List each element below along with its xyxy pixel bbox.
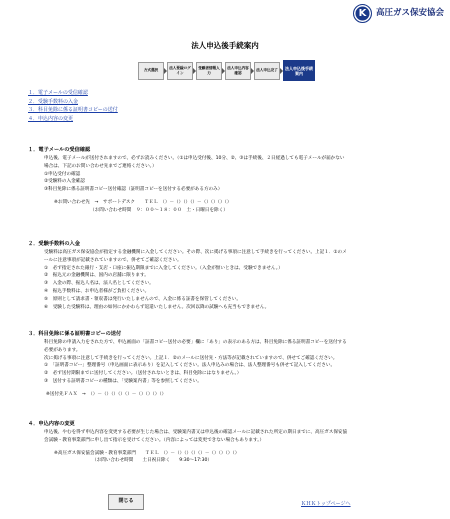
text-line: 申込後、電子メールが送付されますので、必ずお読みください。（①は申込受付後、10分、②、③は手続後、２日経過しても電子メールが届かない bbox=[44, 156, 345, 161]
change-contact: ※高圧ガス保安協会試験・教育事業部門 ＴＥＬ （）－（）（）（）（）－（）（）（）（） bbox=[54, 450, 240, 456]
step-4: 法人申込内容確認 bbox=[225, 62, 251, 80]
step-2: 法人要録ログイン bbox=[167, 62, 193, 80]
close-button[interactable]: 閉じる bbox=[108, 494, 144, 510]
khk-logo-icon: K bbox=[353, 4, 372, 23]
text-line: ⑤ 原則として請求書・領収書は発行いたしませんので、入金に係る証書を保管してください。 bbox=[44, 296, 241, 302]
logo-text: 高圧ガス保安協会 bbox=[375, 8, 444, 19]
section-change bbox=[28, 420, 428, 465]
text-line: ④ 振込手数料は、お申込者様がご負担ください。 bbox=[44, 288, 150, 294]
text-line: ② 必ず送付期限までに送付してください。（送付されないときは、科目免除にはなりません。） bbox=[44, 371, 242, 377]
text-line: ⑥ 受験した受験料は、理由の如何にかかわらず返還いたしません。次回以降の試験へも充当もできません。 bbox=[44, 304, 270, 310]
step-6-current: 法人申込後手続案内 bbox=[283, 60, 315, 81]
text-line: ③科目免除に係る証明書コピー送付確認（証明書コピーを送付する必要がある方のみ） bbox=[44, 187, 223, 193]
step-5: 法人申込完了 bbox=[254, 62, 280, 80]
text-line: ① 必ず指定された銀行・支店・口座に振込期限までに入金してください。（入金が無いときは、受験できません。） bbox=[44, 265, 283, 271]
section-certificate-title: ３．科目免除に係る証明書コピーの送付 bbox=[28, 331, 122, 337]
page-title: 法人申込後手続案内 bbox=[191, 41, 259, 50]
text-line: 受験料は高圧ガス保安協会が指定する金融機関に入金してください。その際、次に掲げる事項に注意して手続きを行ってください。上記１．①のメ bbox=[44, 250, 347, 255]
text-line: ① 「証明書コピー」整理番号（申込画面に表示あり）を記入してください。法人申込みの場合は、法人整理番号も併せて記入してください。 bbox=[44, 363, 336, 369]
fax-contact: ※送付先ＦＡＸ → （）－（）（）（）（）－（）（）（）（） bbox=[46, 391, 167, 397]
text-line: ールに注意事項が記載されていますので、併せてご確認ください。 bbox=[44, 257, 182, 263]
section-email-title: １．電子メールの受信確認 bbox=[28, 147, 91, 153]
text-line: ①申込受付の確認 bbox=[44, 171, 81, 177]
toc-link-email[interactable]: １．電子メールの受信確認 bbox=[28, 90, 88, 96]
section-change-body bbox=[28, 429, 428, 445]
toc-link-payment[interactable]: ２．受験手数料の入金 bbox=[28, 98, 79, 105]
text-line: 申込後、やむを得ず申込内容を変更する必要が生じた場合は、受験案内書又は申込後の確認メールに記載された所定の期日までに、高圧ガス保安協 bbox=[44, 430, 348, 435]
text-line: ③ 送付する証明書コピーの種類は、「受験案内書」等を参照してください。 bbox=[44, 378, 202, 384]
text-line: 必要があります。 bbox=[44, 347, 81, 353]
section-payment-title: ２．受験手数料の入金 bbox=[28, 241, 80, 247]
text-line: 科目免除の申請入力をされた方で、申込画面の「証書コピー送付の必要」欄に「あり」の表示のある方は、科目免除に係る証明書コピーを送付する bbox=[44, 340, 347, 345]
text-line: ②受験料の入金確認 bbox=[44, 179, 85, 185]
support-contact: ※お問い合わせ先 → サポートデスク ＴＥＬ （）－（）（）（）－（）（）（）（） bbox=[54, 199, 232, 205]
toc-link-change[interactable]: ４．申込内容の変更 bbox=[28, 115, 74, 122]
section-payment bbox=[28, 240, 428, 311]
text-line: ② 振込元の金融機関は、国内の店舗に限ります。 bbox=[44, 273, 149, 279]
section-payment-body bbox=[28, 249, 428, 311]
khk-top-link[interactable]: ＫＨＫトップページへ bbox=[301, 501, 351, 507]
step-3: 受験者情報入力 bbox=[196, 62, 222, 80]
text-line: 次に掲げる事項に注意して手続きを行ってください。上記１．②のメールに送付先・方法等が記載されていますので、併せてご確認ください。 bbox=[44, 355, 338, 361]
progress-steps bbox=[138, 60, 318, 81]
text-line: 会試験・教育事業部門に申し出て指示を受けてください。（内容によっては変更できない場合もあります。） bbox=[44, 437, 265, 443]
section-email-body bbox=[28, 155, 428, 194]
logo[interactable] bbox=[353, 4, 444, 23]
text-line: 場合は、下記のお問い合わせ先までご連絡ください。） bbox=[44, 163, 157, 169]
header bbox=[0, 0, 450, 26]
section-certificate-body bbox=[28, 339, 428, 386]
section-email bbox=[28, 146, 428, 215]
table-of-contents bbox=[28, 89, 118, 123]
text-line: ③ 入金の際、振込人名は、法人名としてください。 bbox=[44, 281, 154, 287]
toc-link-certificate[interactable]: ３．科目免除に係る証明書コピーの送付 bbox=[28, 107, 118, 113]
section-certificate bbox=[28, 330, 428, 399]
step-1: 方式選択 bbox=[138, 62, 164, 80]
change-hours: （お問い合わせ時間 土日祝日除く 9:30～17:30） bbox=[92, 458, 213, 464]
section-change-title: ４．申込内容の変更 bbox=[28, 421, 75, 427]
support-hours: （お問い合わせ時間 ９：００～１８：００ 土・日曜日を除く） bbox=[90, 207, 228, 213]
